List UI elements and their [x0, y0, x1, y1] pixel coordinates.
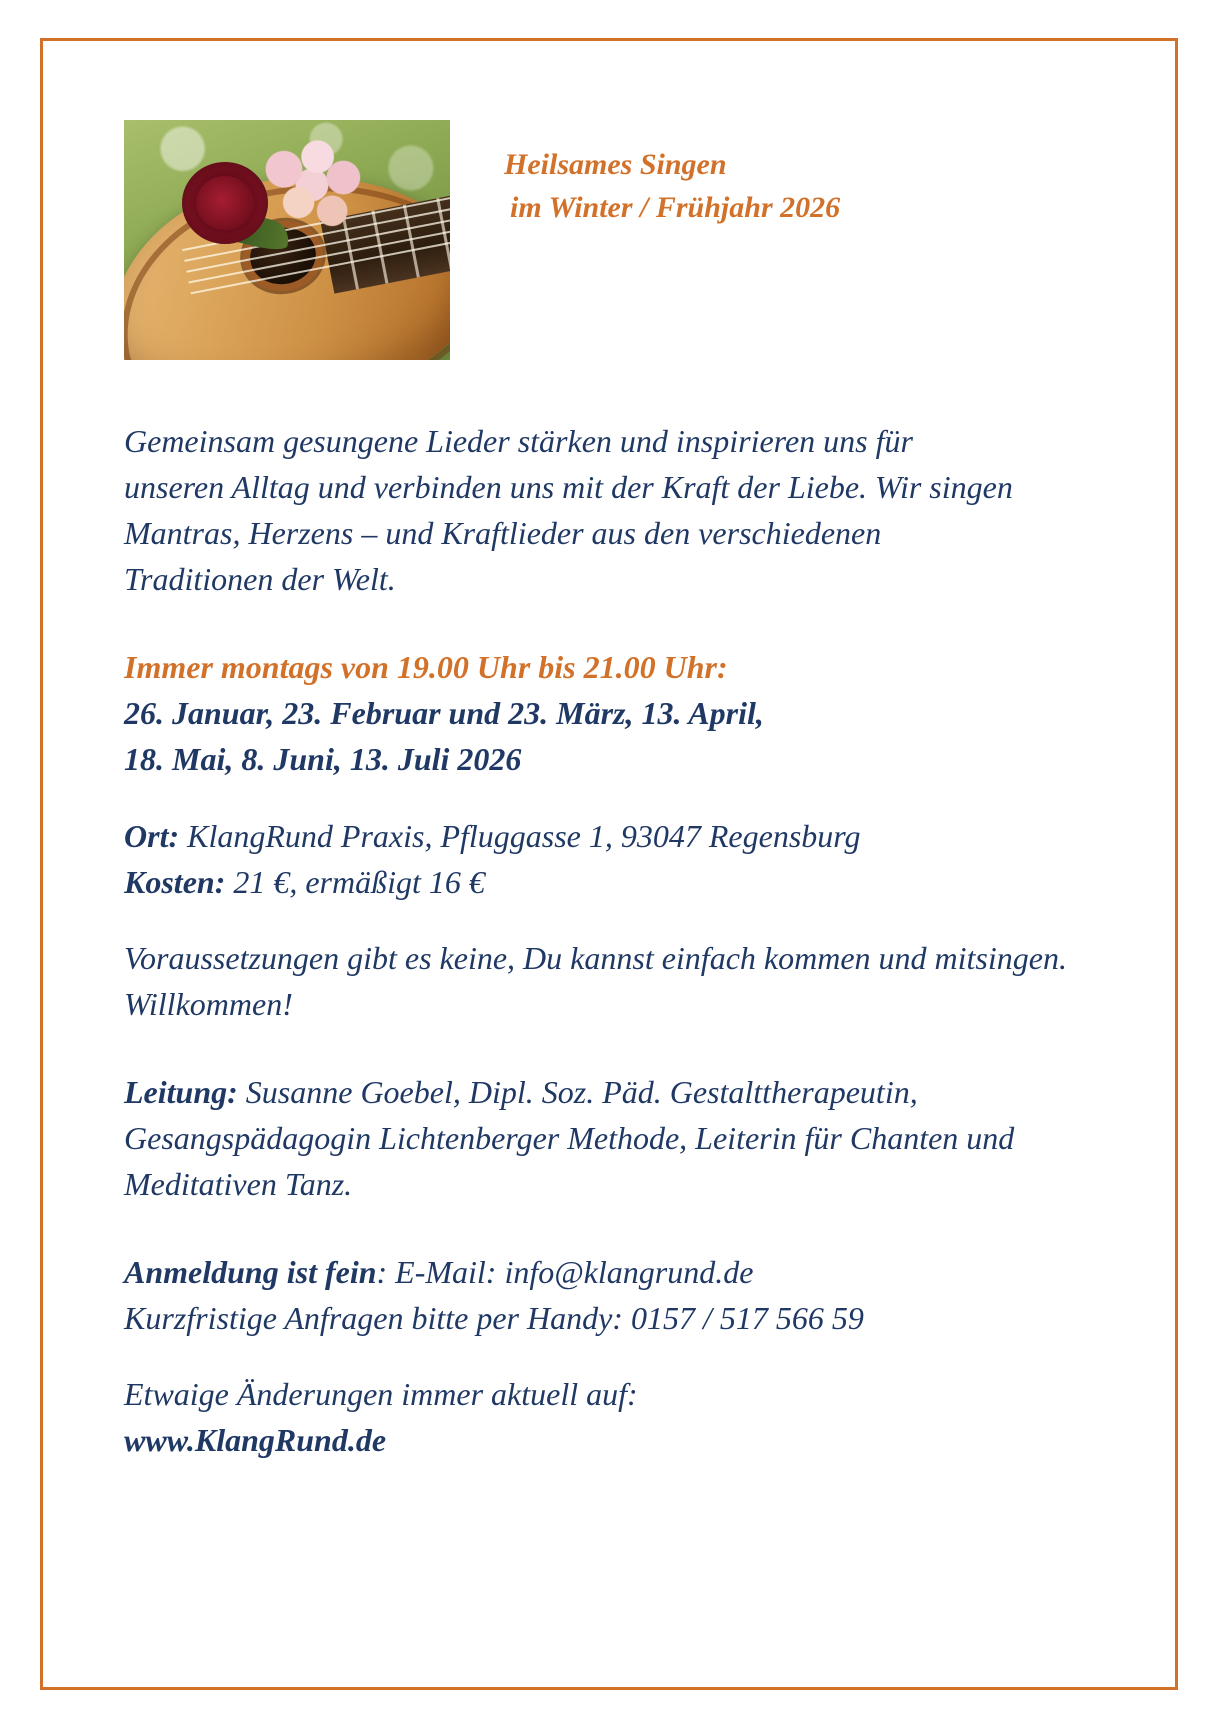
changes-line: Etwaige Änderungen immer aktuell auf: — [124, 1376, 638, 1413]
location-label: Ort: — [124, 817, 180, 854]
cost-label: Kosten: — [124, 863, 226, 900]
dates-text-1: 26. Januar, 23. Februar und 23. März, 13. April, — [124, 695, 764, 732]
guitar-with-flowers-photo — [124, 120, 450, 360]
flyer-content — [124, 120, 1128, 1668]
title-line-2: im Winter / Frühjahr 2026 — [510, 190, 841, 224]
cost-line — [124, 859, 1128, 905]
schedule-dates-line-1 — [124, 690, 1128, 736]
body-text — [124, 418, 1128, 1463]
leader-label: Leitung: — [124, 1073, 238, 1110]
header-block — [124, 120, 1128, 360]
dates-text-2: 18. Mai, 8. Juni, 13. Juli 2026 — [124, 741, 522, 778]
schedule-heading — [124, 644, 1128, 690]
registration-line — [124, 1249, 1128, 1295]
intro-paragraph: Gemeinsam gesungene Lieder stärken und inspirieren uns für unseren Alltag und verbinden uns mit der Kraft der Liebe. Wir singen Mantras, Herzens – und Kraftlieder aus den verschiedenen Traditionen der Welt. — [124, 423, 1013, 598]
hydrangea-flower — [256, 138, 368, 242]
website-line — [124, 1417, 1128, 1463]
leader-paragraph — [124, 1069, 1128, 1207]
registration-label: Anmeldung ist fein — [124, 1254, 377, 1291]
registration-phone-line: Kurzfristige Anfragen bitte per Handy: 0157 / 517 566 59 — [124, 1300, 864, 1337]
registration-email[interactable]: : E-Mail: info@klangrund.de — [376, 1254, 754, 1291]
title-block — [504, 120, 840, 229]
location-line — [124, 813, 1128, 859]
title-line-1: Heilsames Singen — [504, 148, 727, 181]
schedule-dates-line-2 — [124, 736, 1128, 782]
requirements-paragraph: Voraussetzungen gibt es keine, Du kannst einfach kommen und mitsingen. Willkommen! — [124, 939, 1067, 1022]
schedule-heading-text: Immer montags von 19.00 Uhr bis 21.00 Uhr: — [124, 649, 728, 686]
website-link[interactable]: www.KlangRund.de — [124, 1422, 387, 1459]
cost-value: 21 €, ermäßigt 16 € — [233, 863, 485, 900]
leader-value: Susanne Goebel, Dipl. Soz. Päd. Gestalttherapeutin, Gesangspädagogin Lichtenberger Methode, Leiterin für Chanten und Meditativen Tanz. — [124, 1073, 1015, 1203]
location-value: KlangRund Praxis, Pfluggasse 1, 93047 Regensburg — [187, 817, 861, 854]
